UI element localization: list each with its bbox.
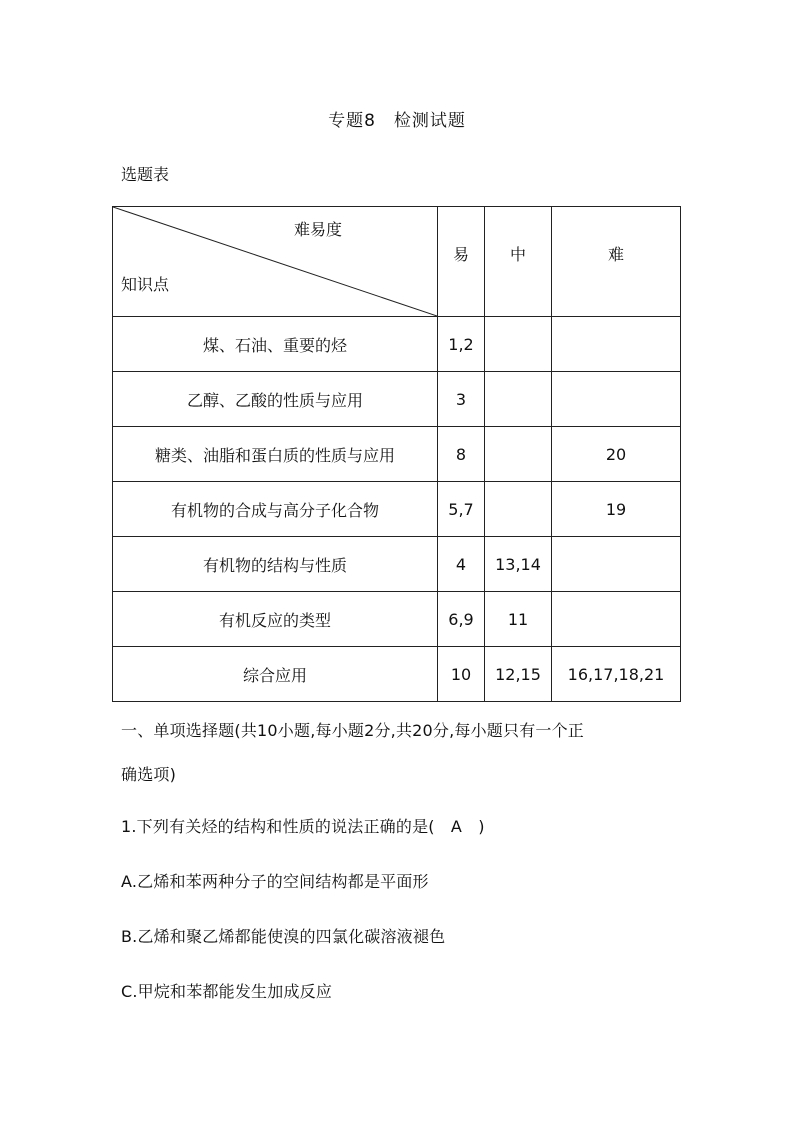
hard-cell [552, 317, 681, 372]
topic-cell: 有机反应的类型 [113, 592, 438, 647]
table-row [113, 427, 681, 482]
question-selection-table [112, 206, 681, 702]
question-1-option-b: B.乙烯和聚乙烯都能使溴的四氯化碳溶液褪色 [121, 927, 446, 946]
medium-cell [485, 427, 552, 482]
question-1-stem: 1.下列有关烃的结构和性质的说法正确的是( A ) [121, 817, 485, 836]
medium-cell [485, 372, 552, 427]
section-heading-line1: 一、单项选择题(共10小题,每小题2分,共20分,每小题只有一个正 [121, 721, 584, 740]
hard-cell [552, 372, 681, 427]
section-heading-line2: 确选项) [121, 765, 177, 784]
table-row [113, 592, 681, 647]
topic-cell: 有机物的结构与性质 [113, 537, 438, 592]
medium-cell [485, 482, 552, 537]
table-row [113, 317, 681, 372]
easy-cell: 8 [438, 427, 485, 482]
header-medium: 中 [485, 207, 552, 317]
table-row [113, 647, 681, 702]
question-1-option-a: A.乙烯和苯两种分子的空间结构都是平面形 [121, 872, 429, 891]
diagonal-line [113, 207, 437, 316]
table-caption: 选题表 [121, 165, 170, 184]
header-easy: 易 [438, 207, 485, 317]
table-row [113, 537, 681, 592]
topic-cell: 综合应用 [113, 647, 438, 702]
question-1-option-c: C.甲烷和苯都能发生加成反应 [121, 982, 333, 1001]
topic-cell: 有机物的合成与高分子化合物 [113, 482, 438, 537]
easy-cell: 4 [438, 537, 485, 592]
easy-cell: 3 [438, 372, 485, 427]
medium-cell: 12,15 [485, 647, 552, 702]
header-hard: 难 [552, 207, 681, 317]
table-row [113, 372, 681, 427]
topic-cell: 煤、石油、重要的烃 [113, 317, 438, 372]
table-row [113, 482, 681, 537]
hard-cell [552, 592, 681, 647]
hard-cell: 20 [552, 427, 681, 482]
difficulty-axis-label: 难易度 [294, 220, 343, 239]
easy-cell: 6,9 [438, 592, 485, 647]
page-title: 专题8 检测试题 [328, 111, 466, 131]
table-header-row [113, 207, 681, 317]
medium-cell: 13,14 [485, 537, 552, 592]
topic-cell: 乙醇、乙酸的性质与应用 [113, 372, 438, 427]
medium-cell [485, 317, 552, 372]
hard-cell: 16,17,18,21 [552, 647, 681, 702]
easy-cell: 1,2 [438, 317, 485, 372]
diagonal-header-cell [113, 207, 438, 317]
topic-cell: 糖类、油脂和蛋白质的性质与应用 [113, 427, 438, 482]
easy-cell: 5,7 [438, 482, 485, 537]
topic-axis-label: 知识点 [121, 275, 170, 294]
hard-cell: 19 [552, 482, 681, 537]
hard-cell [552, 537, 681, 592]
medium-cell: 11 [485, 592, 552, 647]
easy-cell: 10 [438, 647, 485, 702]
